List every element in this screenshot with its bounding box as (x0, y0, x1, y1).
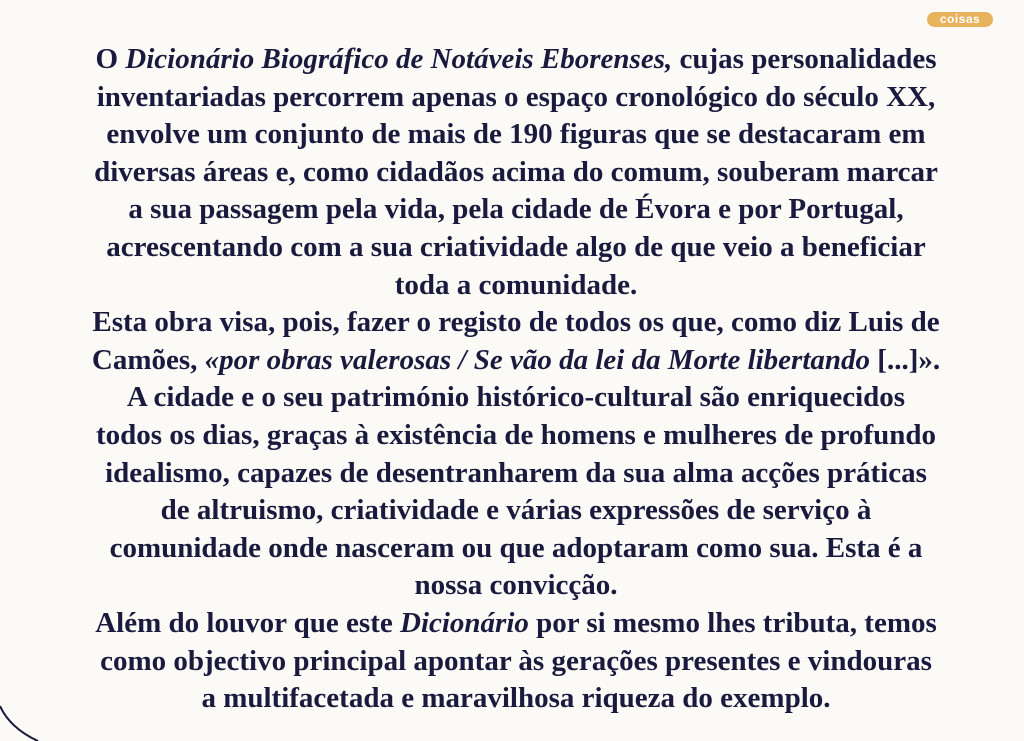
text-run: envolve um conjunto de mais de 190 figuras que se destacaram em (106, 118, 926, 151)
text-run: Além do louvor que este (95, 606, 400, 639)
text-line (18, 79, 1014, 117)
text-line (18, 229, 1014, 267)
text-run: A cidade e o seu património histórico-cultural são enriquecidos (126, 381, 906, 414)
text-line (18, 605, 1014, 643)
text-line (18, 379, 1014, 417)
text-line (18, 643, 1014, 681)
text-line (18, 530, 1014, 568)
text-run: todos os dias, graças à existência de homens e mulheres de profundo (96, 418, 936, 451)
text-line (18, 680, 1014, 718)
text-run: O (95, 43, 126, 75)
document-text (18, 41, 1014, 718)
text-run: Camões, (91, 343, 205, 376)
text-line (18, 116, 1014, 154)
text-run: toda a comunidade. (394, 268, 638, 301)
text-line (18, 191, 1014, 229)
text-run: de altruismo, criatividade e várias expressões de serviço à (160, 494, 872, 527)
watermark-logo: coisas (927, 12, 993, 27)
text-run: diversas áreas e, como cidadãos acima do comum, souberam marcar (94, 155, 938, 188)
text-run: cujas personalidades (672, 43, 937, 75)
italic-text-run: Dicionário Biográfico de Notáveis Eborenses, (125, 43, 673, 75)
italic-text-run: «por obras valerosas / Se vão da lei da Morte libertando (204, 343, 871, 376)
text-run: como objectivo principal apontar às gerações presentes e vindouras (100, 644, 932, 677)
text-line (18, 417, 1014, 455)
text-run: por si mesmo lhes tributa, temos (528, 606, 937, 639)
text-run: Esta obra visa, pois, fazer o registo de todos os que, como diz Luis de (92, 306, 940, 339)
text-line (18, 342, 1014, 380)
text-run: inventariadas percorrem apenas o espaço cronológico do século XX, (96, 80, 936, 113)
text-line (18, 41, 1014, 79)
text-line (18, 154, 1014, 192)
text-line (18, 267, 1014, 305)
italic-text-run: Dicionário (400, 606, 529, 639)
text-run: [...]». (870, 343, 941, 376)
text-line (18, 455, 1014, 493)
text-run: a multifacetada e maravilhosa riqueza do exemplo. (201, 682, 831, 715)
text-line (18, 304, 1014, 342)
text-line (18, 492, 1014, 530)
text-run: comunidade onde nasceram ou que adoptaram como sua. Esta é a (109, 531, 923, 564)
text-line (18, 567, 1014, 605)
text-run: a sua passagem pela vida, pela cidade de Évora e por Portugal, (128, 193, 904, 226)
text-run: nossa convicção. (414, 569, 618, 602)
text-run: idealismo, capazes de desentranharem da sua alma acções práticas (105, 456, 927, 489)
text-run: acrescentando com a sua criatividade algo de que veio a beneficiar (106, 230, 926, 263)
